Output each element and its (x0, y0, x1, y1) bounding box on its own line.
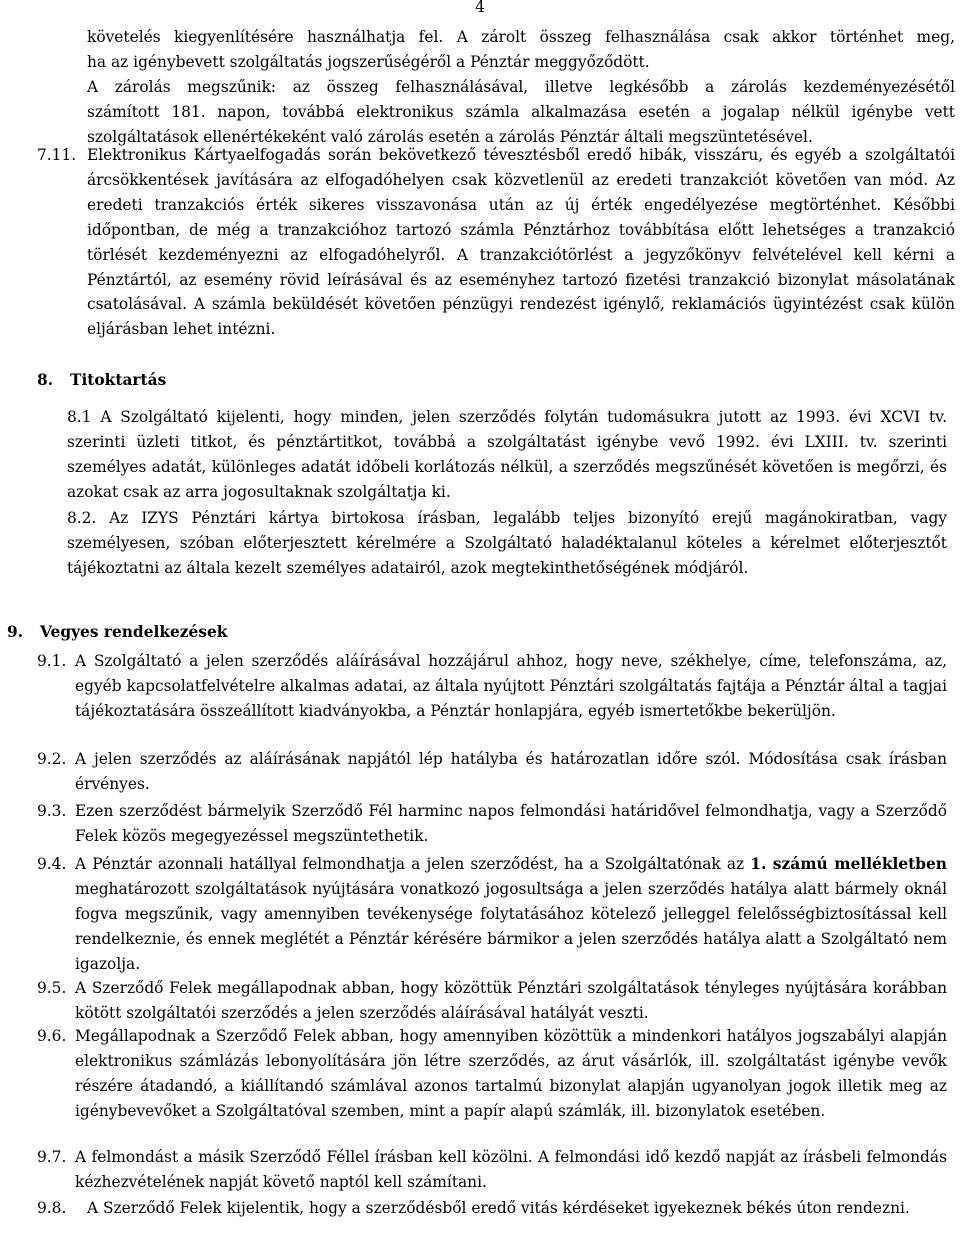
section-9-heading (7, 620, 227, 645)
clause-text: 8.1 A Szolgáltató kijelenti, hogy minden, jelen szerződés folytán tudomásukra jutott az 1993. évi XCVI tv. szerinti üzleti titkot, és pénztártitkot, továbbá a szolgáltatást igénybe vevő 1992. évi LXIII. tv. szerinti személyes adatát, különleges adatát időbeli korlátozás nélkül, a szerződés megszűnését követően is megőrzi, és azokat csak az arra jogosultaknak szolgáltatja ki. (67, 408, 947, 501)
intro-line: ha az igénybevett szolgáltatás jogszerűségéről a Pénztár meggyőződött. (87, 52, 650, 71)
clause-8-1 (67, 405, 947, 505)
clause-text: A Szerződő Felek megállapodnak abban, hogy közöttük Pénztári szolgáltatások tényleges nyújtására korábban kötött szolgáltatói szerződés a jelen szerződés aláírásával hatályát veszti. (75, 979, 947, 1022)
clause-9-1 (37, 649, 947, 724)
annex-reference: 1. számú mellékletben (750, 855, 948, 873)
clause-9-4 (37, 852, 947, 977)
intro-paragraph (87, 25, 955, 150)
clause-text-part: A Pénztár azonnali hatállyal felmondhatja a jelen szerződést, ha a Szolgáltatónak az (75, 855, 751, 873)
section-8-heading (37, 368, 166, 393)
section-title: Vegyes rendelkezések (40, 623, 228, 641)
clause-9-6 (37, 1024, 947, 1124)
clause-text: A jelen szerződés az aláírásának napjától lép hatályba és határozatlan időre szól. Módosítása csak írásban érvényes. (75, 750, 947, 793)
page-number: 4 (475, 0, 485, 16)
clause-number: 7.11. (37, 146, 77, 164)
clause-text: Ezen szerződést bármelyik Szerződő Fél harminc napos felmondási határidővel felmondhatja, vagy a Szerződő Felek közös megegyezéssel megszüntethetik. (75, 802, 947, 845)
clause-text-part: meghatározott szolgáltatások nyújtására vonatkozó jogosultsága a jelen szerződés hatálya alatt bármely oknál fogva megszűnik, vagy amennyiben tevékenysége folytatásához kötelező jelleggel felelősségbiztosítással kell rendelkeznie, és ennek meglétét a Pénztár kérésére bármikor a jelen szerződés hatálya alatt a Szolgáltató nem igazolja. (75, 879, 947, 973)
clause-text: A felmondást a másik Szerződő Féllel írásban kell közölni. A felmondási idő kezdő napját az írásbeli felmondás kézhezvételének napját követő naptól kell számítani. (75, 1148, 947, 1191)
intro-line: A zárolás megszűnik: az összeg felhasználásával, illetve legkésőbb a zárolás kezdeményezésétől (87, 77, 955, 96)
clause-text: 8.2. Az IZYS Pénztári kártya birtokosa írásban, legalább teljes bizonyító erejű magánokiratban, vagy személyesen, szóban előterjesztett kérelmére a Szolgáltató haladéktalanul köteles a kérelmet előterjesztőt tájékoztatni az általa kezelt személyes adatairól, azok megtekinthetőségének módjáról. (67, 509, 947, 577)
section-number: 8. (37, 371, 54, 389)
clause-9-2 (37, 747, 947, 797)
clause-text: A Szolgáltató a jelen szerződés aláírásával hozzájárul ahhoz, hogy neve, székhelye, címe, telefonszáma, az, egyéb kapcsolatfelvételre alkalmas adatai, az általa nyújtott Pénztári szolgáltatás fajtája a Pénztár által a tagjai tájékoztatására összeállított kiadványokba, a Pénztár honlapjára, egyéb ismertetőkbe bekerüljön. (75, 652, 947, 720)
clause-text: Megállapodnak a Szerződő Felek abban, hogy amennyiben közöttük a mindenkori hatályos jogszabályi alapján elektronikus számlázás lebonyolítására jön létre szerződés, az árut vásárlók, ill. szolgáltatást igénybe vevők részére átadandó, a kiállítandó számlával azonos tartalmú bizonylat alapján ugyanolyan jogok illetik meg az igénybevevőket a Szolgáltatóval szemben, mint a papír alapú számlák, ill. bizonylatok esetében. (75, 1027, 947, 1120)
clause-9-3 (37, 799, 947, 849)
clause-9-5 (37, 976, 947, 1026)
section-title: Titoktartás (70, 371, 167, 389)
clause-number: 9.4. (37, 855, 67, 873)
intro-line: számított 181. napon, továbbá elektronikus számla alkalmazása esetén a jogalap nélkül igénybe vett (87, 102, 955, 121)
clause-number: 9.1. (37, 652, 67, 670)
clause-9-8 (37, 1196, 947, 1221)
clause-7-11 (37, 143, 955, 342)
clause-text (75, 852, 947, 977)
clause-number: 9.8. (37, 1199, 67, 1217)
section-number: 9. (7, 623, 24, 641)
intro-line: követelés kiegyenlítésére használhatja fel. A zárolt összeg felhasználása csak akkor történhet meg, (87, 28, 955, 46)
clause-number: 9.6. (37, 1027, 67, 1045)
clause-number: 9.2. (37, 750, 67, 768)
clause-text: Elektronikus Kártyaelfogadás során bekövetkező tévesztésből eredő hibák, visszáru, és egyéb a szolgáltatói árcsökkentések javítására az elfogadóhelyen csak közvetlenül az eredeti tranzakciót követően van mód. Az eredeti tranzakciós érték sikeres visszavonása után az új érték engedélyezése megtörténhet. Későbbi időpontban, de még a tranzakcióhoz tartozó számla Pénztárhoz továbbítása előtt lehetséges a tranzakció törlését kezdeményezni az elfogadóhelyről. A tranzakciótörlést a jegyzőkönyv felvételével kell kérni a Pénztártól, az esemény rövid leírásával és az eseményhez tartozó fizetési tranzakció bizonylat másolatának csatolásával. A számla beküldését követően pénzügyi rendezést igénylő, reklamációs ügyintézést csak külön eljárásban lehet intézni. (87, 146, 955, 339)
clause-number: 9.5. (37, 979, 67, 997)
clause-9-7 (37, 1145, 947, 1195)
clause-8-2 (67, 506, 947, 581)
clause-number: 9.3. (37, 802, 67, 820)
clause-number: 9.7. (37, 1148, 67, 1166)
intro-line: szolgáltatások ellenértékeként való zárolás esetén a zárolás Pénztár általi megszüntetésével. (87, 127, 813, 146)
clause-text: A Szerződő Felek kijelentik, hogy a szerződésből eredő vitás kérdéseket igyekeznek békés úton rendezni. (87, 1199, 910, 1217)
